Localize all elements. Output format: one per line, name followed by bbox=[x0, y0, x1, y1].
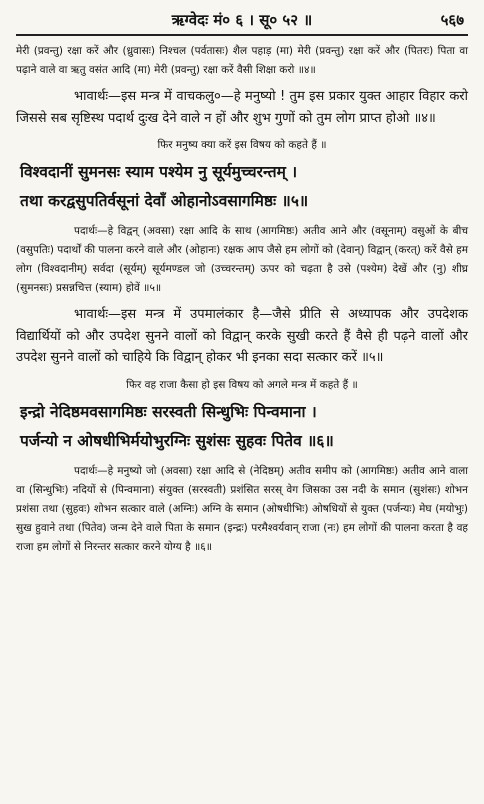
section-heading: फिर मनुष्य क्या करें इस विषय को कहते हैं ॥ bbox=[157, 139, 327, 151]
bhavartha-text: भावार्थः—इस मन्त्र में वाचकलु०—हे मनुष्यो ! तुम इस प्रकार युक्त आहार विहार करो जिससे सब सृष्टिस्थ पदार्थ दुःख देने वाले न हों और शुभ गुणों को तुम लोग प्राप्त होओ ॥४॥ bbox=[16, 89, 468, 126]
padartha-text: पदार्थः—हे विद्वन् (अवसा) रक्षा आदि के साथ (आगमिष्ठः) अतीव आने और (वसूनाम्) वसुओं के बीच (वसुपतिः) पदार्थों की पालना करने वाले और (ओहानः) रक्षक आप जैसे हम लोगों को (देवान्) विद्वान् (करत्) करें वैसे हम लोग (विश्वदानीम्) सर्वदा (सूर्यम्) सूर्यमण्डल जो (उच्चरन्तम्) ऊपर को चढ़ता है उसे (पश्येम) देखें और (नु) शीघ्र (सुमनसः) प्रसन्नचित्त (स्याम) होवें ॥५॥ bbox=[16, 225, 468, 294]
padartha-paragraph bbox=[16, 462, 468, 557]
padartha-paragraph-continued: मेरी (प्रवन्तु) रक्षा करें और (ध्रुवासः) निश्चल (पर्वतासः) शैल पहाड़ (मा) मेरी (प्रवन्तु) रक्षा करें और (पितरः) पिता वा पढ़ाने वाले वा ऋतु वसंत आदि (मा) मेरी (प्रवन्तु) रक्षा करें वैसी शिक्षा करो ॥४॥ bbox=[16, 45, 468, 76]
page-number: ५६७ bbox=[440, 11, 464, 29]
padartha-text: पदार्थः—हे मनुष्यो जो (अवसा) रक्षा आदि से (नेदिष्ठम्) अतीव समीप को (आगमिष्ठः) अतीव आने वाला वा (सिन्धुभिः) नदियों से (पिन्वमाना) संयुक्त (सरस्वती) प्रशंसित सरस् वेग जिसका उस नदी के समान (सुशंसः) शोभन प्रशंसा तथा (सुहवः) शोभन सत्कार वाले (अग्निः) अग्नि के समान (ओषधीभिः) ओषधियों से युक्त (पर्जन्यः) मेघ (मयोभुः) सुख हुवाने तथा (पितेव) जन्म देने वाले पिता के समान (इन्द्रः) परमैश्वर्यवान् राजा (नः) हम लोगों की पालना करता है वह राजा हम लोगों से निरन्तर सत्कार करने योग्य है ॥६॥ bbox=[16, 464, 468, 553]
mantra-line: इन्द्रो नेदिष्ठमवसागमिष्ठः सरस्वती सिन्धुभिः पिन्वमाना । bbox=[20, 402, 317, 421]
padartha-paragraph bbox=[16, 222, 468, 298]
bhavartha-text: भावार्थः—इस मन्त्र में उपमालंकार है—जैसे प्रीति से अध्यापक और उपदेशक विद्यार्थियों को और उपदेश सुनने वालों को विद्वान् करके सुखी करते हैं वैसे ही पढ़ने वालों और उपदेश सुनने वालों को चाहिये कि विद्वान् होकर भी इनका सदा सत्कार करें ॥५॥ bbox=[16, 307, 468, 365]
bhavartha-paragraph bbox=[16, 304, 468, 369]
mantra-line: विश्वदानीं सुमनसः स्याम पश्येम नु सूर्यमुच्चरन्तम् । bbox=[20, 163, 298, 181]
section-heading: फिर वह राजा कैसा हो इस विषय को अगले मन्त्र में कहते हैं ॥ bbox=[126, 378, 358, 391]
bhavartha-paragraph bbox=[16, 86, 468, 129]
mantra-line: तथा करद्वसुपतिर्वसूनां देवाँ ओहानोऽवसागमिष्ठः ॥५॥ bbox=[20, 192, 309, 210]
page-header bbox=[16, 4, 468, 34]
mantra-line: पर्जन्यो न ओषधीभिर्मयोभुरग्निः सुशंसः सुहवः पितेव ॥६॥ bbox=[20, 431, 334, 450]
running-title: ऋग्वेदः मं० ६ । सू० ५२ ॥ bbox=[171, 11, 313, 29]
header-rule bbox=[16, 34, 468, 36]
